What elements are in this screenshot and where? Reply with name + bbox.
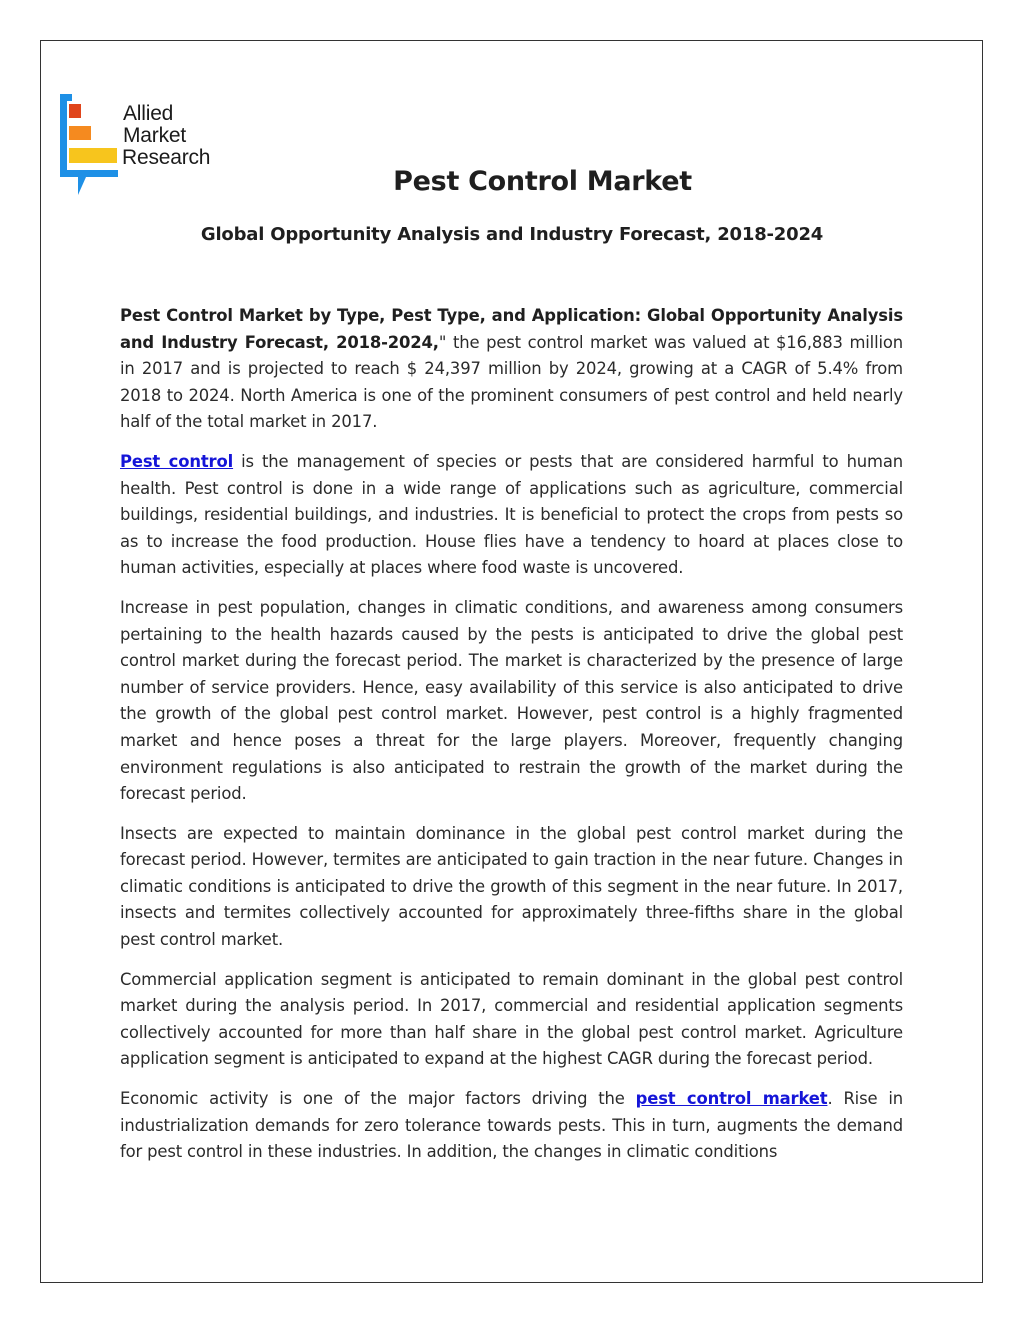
- paragraph-application: Commercial application segment is anticipated to remain dominant in the global pest control market during the analysis period. In 2017, commercial and residential application segments collectively accounted for more than half share in the global pest control market. Agriculture application segment is anticipated to expand at the highest CAGR during the forecast period.: [120, 969, 903, 1069]
- page-title: Pest Control Market: [393, 166, 692, 197]
- paragraph-economic-activity: [120, 1086, 903, 1166]
- paragraph-drivers: Increase in pest population, changes in climatic conditions, and awareness among consumers pertaining to the health hazards caused by the pests is anticipated to drive the global pest control market during the forecast period. The market is characterized by the presence of large number of service providers. Hence, easy availability of this service is also anticipated to drive the growth of the global pest control market. However, pest control is a highly fragmented market and hence poses a threat for the large players. Moreover, frequently changing environment regulations is also anticipated to restrain the growth of the market during the forecast period.: [120, 597, 903, 804]
- economic-text-after: . Rise in industrialization demands for zero tolerance towards pests. This in turn, augments the demand for pest control in these industries. In addition, the changes in climatic conditions: [120, 1089, 903, 1162]
- document-body: [120, 303, 903, 1179]
- paragraph-intro: [120, 303, 903, 436]
- logo-word-research: Research: [122, 146, 211, 169]
- logo-word-market: Market: [123, 124, 186, 147]
- paragraph-pest-type: Insects are expected to maintain dominance in the global pest control market during the forecast period. However, termites are anticipated to gain traction in the near future. Changes in climatic conditions is anticipated to drive the growth of this segment in the near future. In 2017, insects and termites collectively accounted for approximately three-fifths share in the global pest control market.: [120, 823, 903, 950]
- pest-control-link[interactable]: Pest control: [120, 451, 234, 471]
- definition-text: is the management of species or pests that are considered harmful to human health. Pest control is done in a wide range of applications such as agriculture, commercial buildings, residential buildings, and industries. It is beneficial to protect the crops from pests so as to increase the food production. House flies have a tendency to hoard at places close to human activities, especially at places where food waste is uncovered.: [120, 451, 903, 578]
- page-subtitle: Global Opportunity Analysis and Industry Forecast, 2018-2024: [200, 224, 824, 245]
- intro-text: " the pest control market was valued at $16,883 million in 2017 and is projected to reach $ 24,397 million by 2024, growing at a CAGR of 5.4% from 2018 to 2024. North America is one of the prominent consumers of pest control and held nearly half of the total market in 2017.: [120, 332, 903, 432]
- pest-control-market-link[interactable]: pest control market: [635, 1089, 828, 1109]
- economic-text-before: Economic activity is one of the major factors driving the: [120, 1089, 636, 1109]
- paragraph-definition: [120, 449, 903, 582]
- logo-word-allied: Allied: [123, 102, 174, 125]
- intro-report-title: Pest Control Market by Type, Pest Type, and Application: Global Opportunity Analysis and Industry Forecast, 2018-2024,: [120, 306, 903, 352]
